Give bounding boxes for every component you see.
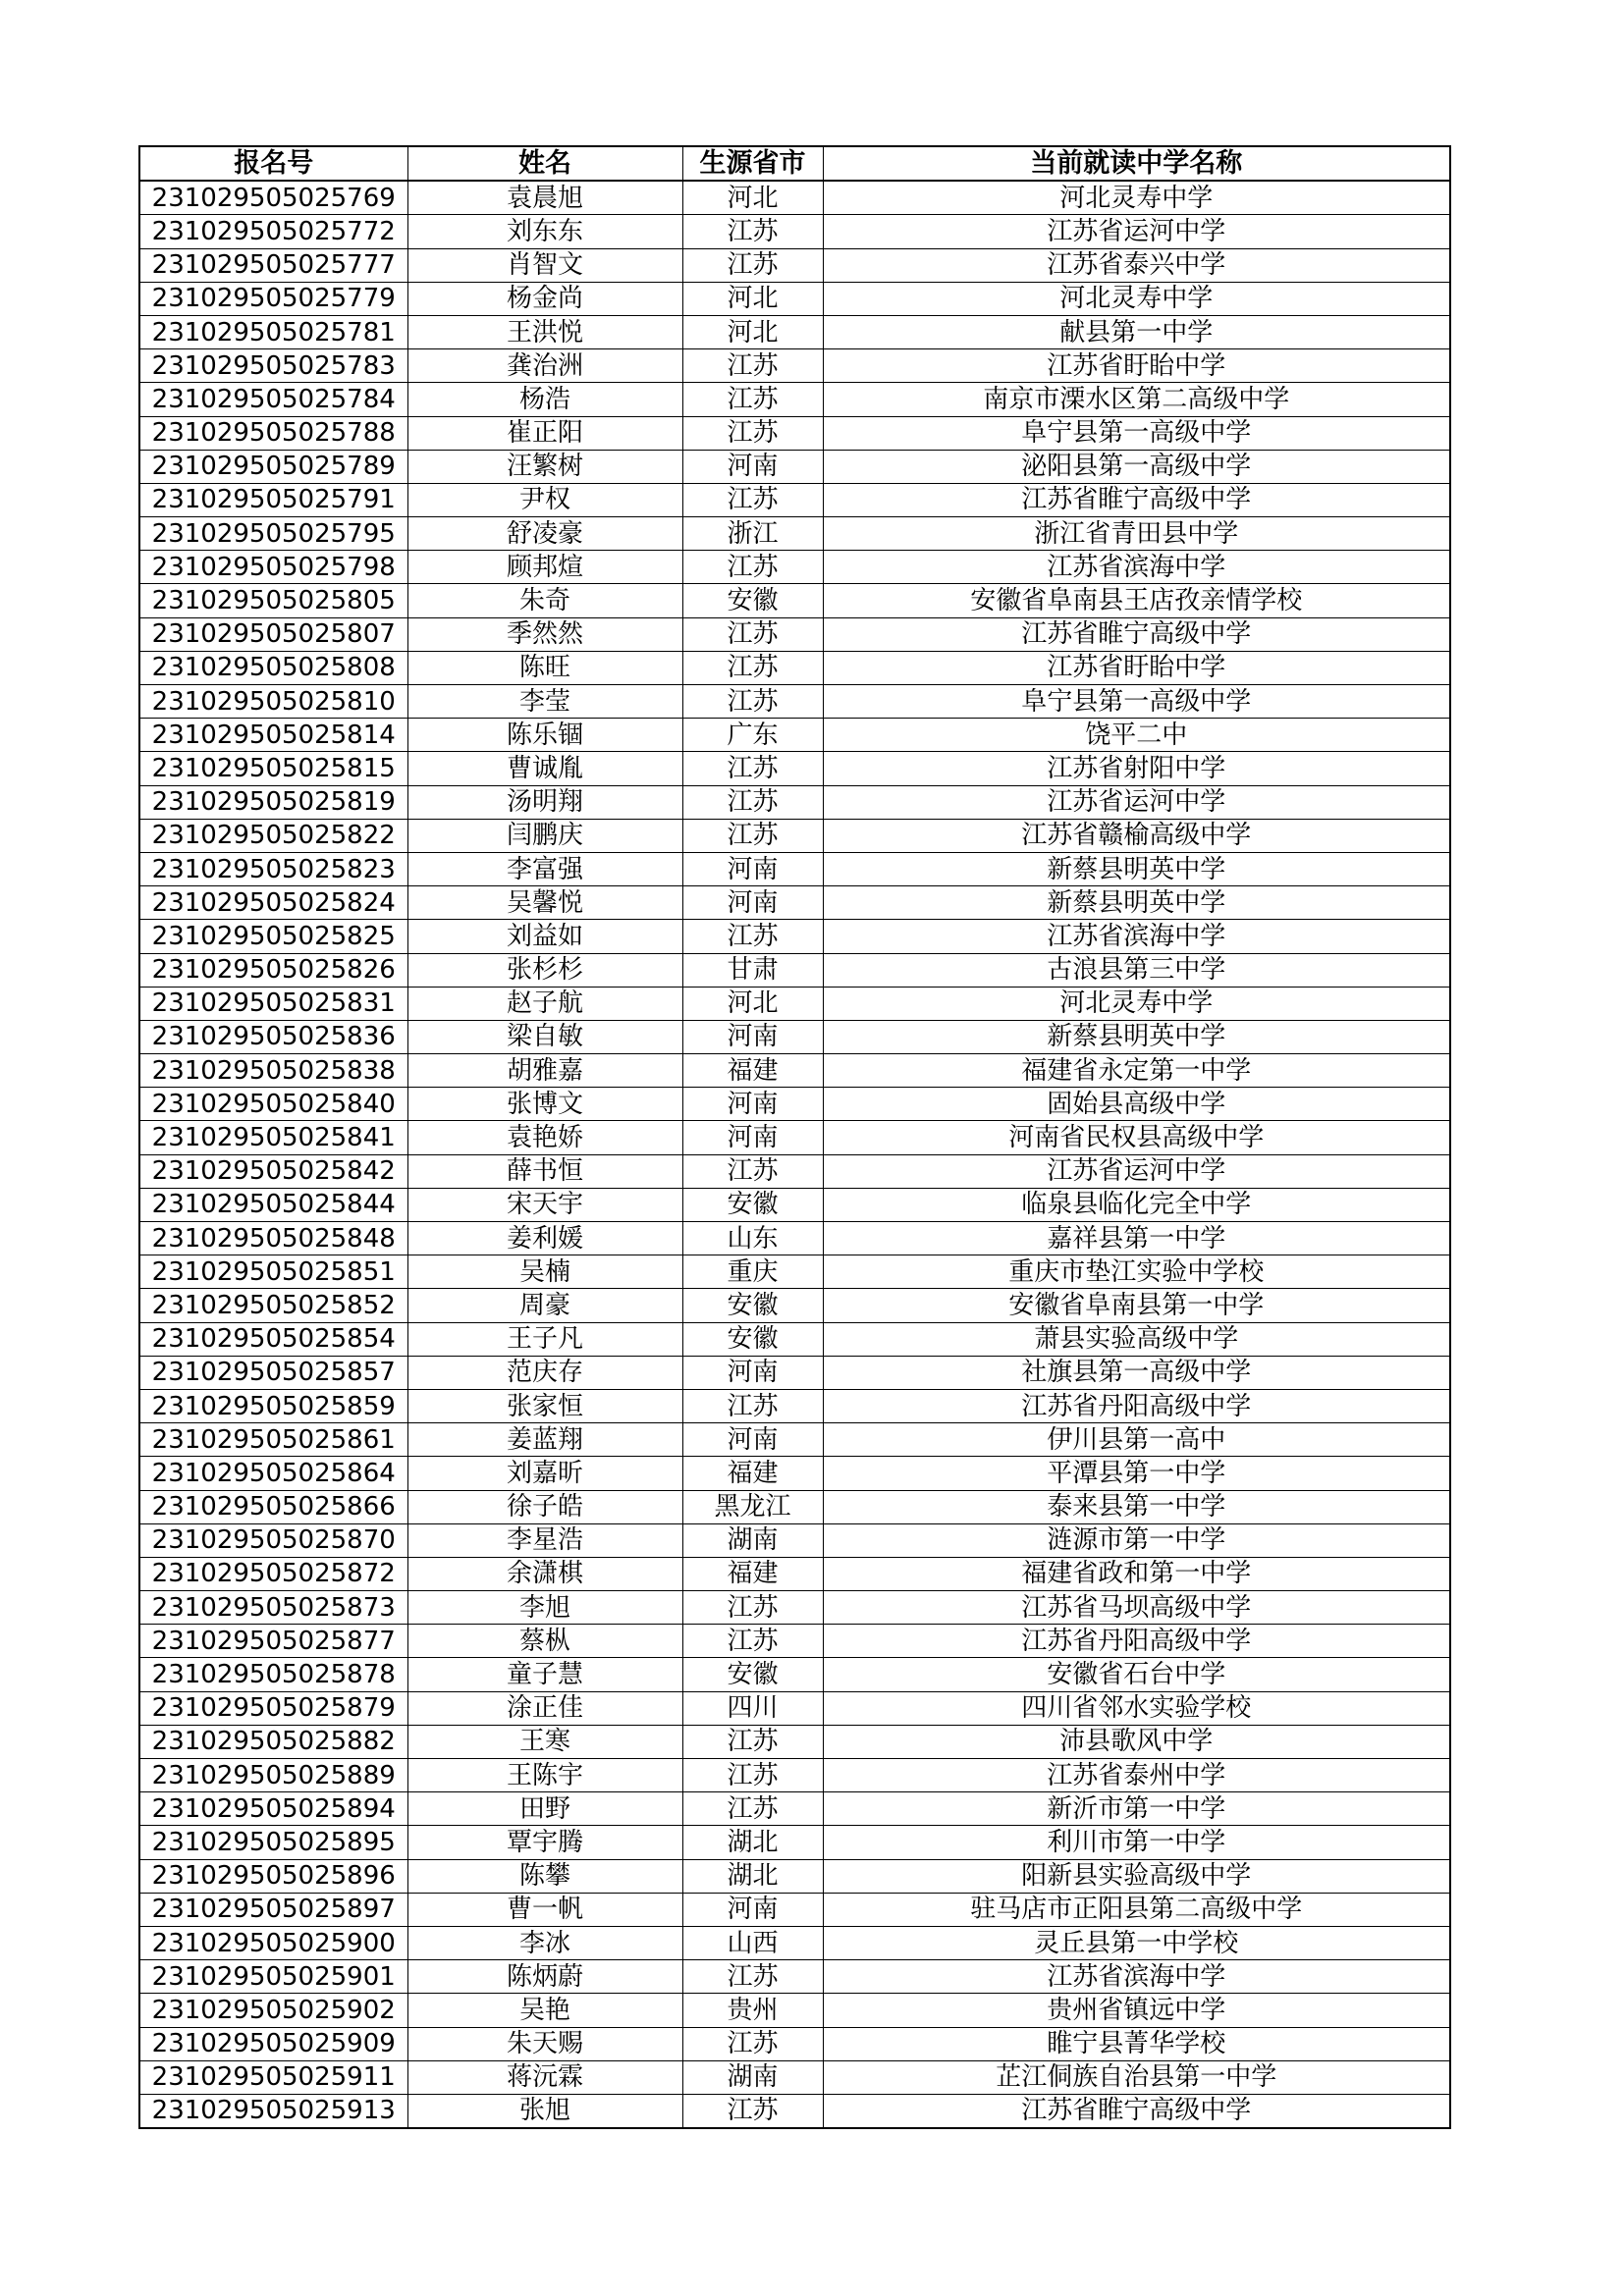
cell-registration-number: 231029505025854 — [139, 1322, 407, 1356]
cell-registration-number: 231029505025831 — [139, 987, 407, 1020]
cell-school: 固始县高级中学 — [823, 1088, 1450, 1121]
cell-school: 江苏省滨海中学 — [823, 1960, 1450, 1994]
table-row — [139, 584, 1450, 617]
cell-province: 福建 — [682, 1557, 823, 1590]
cell-province: 湖南 — [682, 2060, 823, 2094]
table-row — [139, 1691, 1450, 1725]
cell-name: 蔡枞 — [407, 1625, 682, 1658]
cell-school: 临泉县临化完全中学 — [823, 1188, 1450, 1221]
cell-province: 江苏 — [682, 1154, 823, 1188]
cell-name: 龚治洲 — [407, 349, 682, 383]
cell-registration-number: 231029505025844 — [139, 1188, 407, 1221]
cell-province: 安徽 — [682, 1322, 823, 1356]
cell-province: 湖北 — [682, 1859, 823, 1893]
cell-province: 江苏 — [682, 1389, 823, 1422]
cell-province: 山东 — [682, 1222, 823, 1255]
cell-name: 肖智文 — [407, 248, 682, 282]
cell-registration-number: 231029505025852 — [139, 1289, 407, 1322]
cell-province: 江苏 — [682, 551, 823, 584]
cell-province: 江苏 — [682, 248, 823, 282]
cell-name: 杨金尚 — [407, 282, 682, 315]
cell-school: 沛县歌风中学 — [823, 1725, 1450, 1758]
cell-province: 江苏 — [682, 651, 823, 684]
cell-registration-number: 231029505025789 — [139, 450, 407, 483]
cell-school: 重庆市垫江实验中学校 — [823, 1255, 1450, 1289]
table-row — [139, 1893, 1450, 1926]
admission-sheet — [138, 145, 1449, 2129]
cell-school: 浙江省青田县中学 — [823, 517, 1450, 551]
cell-registration-number: 231029505025777 — [139, 248, 407, 282]
cell-registration-number: 231029505025861 — [139, 1423, 407, 1457]
table-row — [139, 1759, 1450, 1792]
cell-name: 田野 — [407, 1792, 682, 1826]
table-row — [139, 181, 1450, 215]
table-row — [139, 383, 1450, 416]
cell-name: 胡雅嘉 — [407, 1054, 682, 1088]
cell-registration-number: 231029505025769 — [139, 181, 407, 215]
table-row — [139, 2027, 1450, 2060]
cell-province: 江苏 — [682, 1792, 823, 1826]
cell-registration-number: 231029505025841 — [139, 1121, 407, 1154]
cell-province: 湖北 — [682, 1826, 823, 1859]
cell-name: 刘嘉昕 — [407, 1457, 682, 1490]
cell-registration-number: 231029505025783 — [139, 349, 407, 383]
cell-province: 河南 — [682, 886, 823, 920]
cell-school: 河北灵寿中学 — [823, 282, 1450, 315]
table-row — [139, 1792, 1450, 1826]
cell-school: 安徽省石台中学 — [823, 1658, 1450, 1691]
cell-name: 刘东东 — [407, 215, 682, 248]
cell-school: 新蔡县明英中学 — [823, 852, 1450, 885]
cell-registration-number: 231029505025894 — [139, 1792, 407, 1826]
cell-province: 江苏 — [682, 685, 823, 719]
cell-name: 李莹 — [407, 685, 682, 719]
cell-registration-number: 231029505025866 — [139, 1490, 407, 1523]
cell-school: 社旗县第一高级中学 — [823, 1356, 1450, 1389]
cell-province: 江苏 — [682, 1960, 823, 1994]
cell-registration-number: 231029505025788 — [139, 416, 407, 450]
cell-name: 宋天宇 — [407, 1188, 682, 1221]
cell-name: 王寒 — [407, 1725, 682, 1758]
table-row — [139, 1557, 1450, 1590]
cell-school: 江苏省丹阳高级中学 — [823, 1389, 1450, 1422]
cell-province: 河南 — [682, 1088, 823, 1121]
cell-province: 山西 — [682, 1926, 823, 1959]
cell-province: 江苏 — [682, 2094, 823, 2128]
cell-school: 利川市第一中学 — [823, 1826, 1450, 1859]
cell-registration-number: 231029505025911 — [139, 2060, 407, 2094]
cell-registration-number: 231029505025805 — [139, 584, 407, 617]
cell-school: 河北灵寿中学 — [823, 181, 1450, 215]
cell-name: 吴艳 — [407, 1994, 682, 2027]
cell-registration-number: 231029505025779 — [139, 282, 407, 315]
cell-province: 河南 — [682, 1423, 823, 1457]
cell-school: 江苏省运河中学 — [823, 785, 1450, 819]
cell-registration-number: 231029505025902 — [139, 1994, 407, 2027]
cell-school: 泰来县第一中学 — [823, 1490, 1450, 1523]
cell-name: 朱奇 — [407, 584, 682, 617]
cell-registration-number: 231029505025840 — [139, 1088, 407, 1121]
header-province: 生源省市 — [682, 146, 823, 181]
cell-school: 江苏省睢宁高级中学 — [823, 617, 1450, 651]
cell-province: 安徽 — [682, 584, 823, 617]
table-row — [139, 752, 1450, 785]
cell-registration-number: 231029505025781 — [139, 315, 407, 348]
cell-school: 贵州省镇远中学 — [823, 1994, 1450, 2027]
cell-school: 江苏省射阳中学 — [823, 752, 1450, 785]
cell-province: 江苏 — [682, 1725, 823, 1758]
cell-registration-number: 231029505025897 — [139, 1893, 407, 1926]
cell-registration-number: 231029505025826 — [139, 953, 407, 987]
cell-school: 阜宁县第一高级中学 — [823, 685, 1450, 719]
cell-registration-number: 231029505025825 — [139, 920, 407, 953]
cell-school: 睢宁县菁华学校 — [823, 2027, 1450, 2060]
cell-province: 江苏 — [682, 1625, 823, 1658]
cell-school: 江苏省运河中学 — [823, 215, 1450, 248]
table-row — [139, 2094, 1450, 2128]
cell-name: 吴馨悦 — [407, 886, 682, 920]
cell-school: 江苏省泰兴中学 — [823, 248, 1450, 282]
cell-name: 梁自敏 — [407, 1020, 682, 1053]
cell-name: 童子慧 — [407, 1658, 682, 1691]
cell-province: 江苏 — [682, 617, 823, 651]
cell-name: 顾邦煊 — [407, 551, 682, 584]
cell-school: 古浪县第三中学 — [823, 953, 1450, 987]
cell-province: 江苏 — [682, 483, 823, 516]
cell-name: 蒋沅霖 — [407, 2060, 682, 2094]
cell-registration-number: 231029505025895 — [139, 1826, 407, 1859]
table-row — [139, 1591, 1450, 1625]
table-row — [139, 920, 1450, 953]
cell-registration-number: 231029505025889 — [139, 1759, 407, 1792]
table-row — [139, 1926, 1450, 1959]
table-row — [139, 315, 1450, 348]
table-row — [139, 1054, 1450, 1088]
cell-province: 浙江 — [682, 517, 823, 551]
table-row — [139, 1994, 1450, 2027]
cell-name: 陈炳蔚 — [407, 1960, 682, 1994]
cell-registration-number: 231029505025784 — [139, 383, 407, 416]
cell-registration-number: 231029505025879 — [139, 1691, 407, 1725]
table-row — [139, 1255, 1450, 1289]
cell-province: 江苏 — [682, 383, 823, 416]
table-row — [139, 719, 1450, 752]
cell-name: 曹一帆 — [407, 1893, 682, 1926]
cell-name: 王陈宇 — [407, 1759, 682, 1792]
cell-registration-number: 231029505025823 — [139, 852, 407, 885]
cell-registration-number: 231029505025772 — [139, 215, 407, 248]
cell-province: 湖南 — [682, 1523, 823, 1557]
cell-school: 江苏省睢宁高级中学 — [823, 2094, 1450, 2128]
cell-province: 江苏 — [682, 1759, 823, 1792]
cell-name: 张杉杉 — [407, 953, 682, 987]
cell-province: 河南 — [682, 450, 823, 483]
cell-school: 献县第一中学 — [823, 315, 1450, 348]
cell-name: 朱天赐 — [407, 2027, 682, 2060]
cell-province: 福建 — [682, 1054, 823, 1088]
cell-registration-number: 231029505025842 — [139, 1154, 407, 1188]
cell-school: 江苏省运河中学 — [823, 1154, 1450, 1188]
table-row — [139, 1322, 1450, 1356]
cell-school: 新沂市第一中学 — [823, 1792, 1450, 1826]
cell-name: 周豪 — [407, 1289, 682, 1322]
cell-school: 四川省邻水实验学校 — [823, 1691, 1450, 1725]
cell-name: 余潇棋 — [407, 1557, 682, 1590]
cell-registration-number: 231029505025896 — [139, 1859, 407, 1893]
cell-school: 安徽省阜南县王店孜亲情学校 — [823, 584, 1450, 617]
table-row — [139, 886, 1450, 920]
cell-name: 尹权 — [407, 483, 682, 516]
cell-school: 泌阳县第一高级中学 — [823, 450, 1450, 483]
table-row — [139, 651, 1450, 684]
table-row — [139, 617, 1450, 651]
table-row — [139, 1457, 1450, 1490]
cell-school: 江苏省盱眙中学 — [823, 651, 1450, 684]
table-row — [139, 450, 1450, 483]
cell-school: 嘉祥县第一中学 — [823, 1222, 1450, 1255]
cell-province: 河南 — [682, 1893, 823, 1926]
table-row — [139, 248, 1450, 282]
cell-province: 河南 — [682, 1020, 823, 1053]
cell-school: 芷江侗族自治县第一中学 — [823, 2060, 1450, 2094]
cell-registration-number: 231029505025791 — [139, 483, 407, 516]
cell-school: 河北灵寿中学 — [823, 987, 1450, 1020]
table-row — [139, 953, 1450, 987]
table-row — [139, 819, 1450, 852]
cell-name: 舒凌豪 — [407, 517, 682, 551]
cell-registration-number: 231029505025857 — [139, 1356, 407, 1389]
cell-province: 江苏 — [682, 416, 823, 450]
table-row — [139, 1356, 1450, 1389]
cell-name: 姜蓝翔 — [407, 1423, 682, 1457]
table-row — [139, 1289, 1450, 1322]
table-row — [139, 1020, 1450, 1053]
cell-name: 陈攀 — [407, 1859, 682, 1893]
cell-registration-number: 231029505025824 — [139, 886, 407, 920]
table-row — [139, 349, 1450, 383]
cell-registration-number: 231029505025882 — [139, 1725, 407, 1758]
table-row — [139, 785, 1450, 819]
cell-province: 河北 — [682, 987, 823, 1020]
cell-province: 重庆 — [682, 1255, 823, 1289]
cell-province: 河南 — [682, 852, 823, 885]
header-registration-number: 报名号 — [139, 146, 407, 181]
cell-province: 黑龙江 — [682, 1490, 823, 1523]
cell-school: 江苏省赣榆高级中学 — [823, 819, 1450, 852]
cell-registration-number: 231029505025872 — [139, 1557, 407, 1590]
table-row — [139, 1658, 1450, 1691]
cell-school: 萧县实验高级中学 — [823, 1322, 1450, 1356]
table-row — [139, 1725, 1450, 1758]
cell-school: 江苏省马坝高级中学 — [823, 1591, 1450, 1625]
cell-school: 江苏省泰州中学 — [823, 1759, 1450, 1792]
cell-registration-number: 231029505025859 — [139, 1389, 407, 1422]
table-row — [139, 1423, 1450, 1457]
cell-province: 甘肃 — [682, 953, 823, 987]
cell-name: 李旭 — [407, 1591, 682, 1625]
cell-name: 徐子皓 — [407, 1490, 682, 1523]
cell-name: 刘益如 — [407, 920, 682, 953]
cell-name: 王子凡 — [407, 1322, 682, 1356]
cell-registration-number: 231029505025870 — [139, 1523, 407, 1557]
table-row — [139, 987, 1450, 1020]
cell-school: 福建省永定第一中学 — [823, 1054, 1450, 1088]
cell-province: 江苏 — [682, 920, 823, 953]
cell-province: 江苏 — [682, 2027, 823, 2060]
cell-school: 江苏省丹阳高级中学 — [823, 1625, 1450, 1658]
cell-school: 安徽省阜南县第一中学 — [823, 1289, 1450, 1322]
cell-registration-number: 231029505025810 — [139, 685, 407, 719]
cell-province: 河北 — [682, 181, 823, 215]
cell-registration-number: 231029505025873 — [139, 1591, 407, 1625]
table-row — [139, 1625, 1450, 1658]
cell-province: 江苏 — [682, 752, 823, 785]
table-row — [139, 1188, 1450, 1221]
cell-school: 新蔡县明英中学 — [823, 1020, 1450, 1053]
table-row — [139, 1523, 1450, 1557]
cell-school: 阳新县实验高级中学 — [823, 1859, 1450, 1893]
cell-school: 河南省民权县高级中学 — [823, 1121, 1450, 1154]
cell-name: 杨浩 — [407, 383, 682, 416]
cell-registration-number: 231029505025815 — [139, 752, 407, 785]
cell-name: 季然然 — [407, 617, 682, 651]
cell-registration-number: 231029505025795 — [139, 517, 407, 551]
cell-registration-number: 231029505025864 — [139, 1457, 407, 1490]
cell-name: 李星浩 — [407, 1523, 682, 1557]
cell-school: 涟源市第一中学 — [823, 1523, 1450, 1557]
cell-name: 陈乐锢 — [407, 719, 682, 752]
table-row — [139, 517, 1450, 551]
cell-school: 新蔡县明英中学 — [823, 886, 1450, 920]
cell-registration-number: 231029505025838 — [139, 1054, 407, 1088]
table-row — [139, 215, 1450, 248]
cell-name: 曹诚胤 — [407, 752, 682, 785]
cell-name: 张旭 — [407, 2094, 682, 2128]
cell-registration-number: 231029505025798 — [139, 551, 407, 584]
cell-province: 河北 — [682, 282, 823, 315]
cell-province: 广东 — [682, 719, 823, 752]
cell-school: 福建省政和第一中学 — [823, 1557, 1450, 1590]
cell-school: 平潭县第一中学 — [823, 1457, 1450, 1490]
cell-school: 灵丘县第一中学校 — [823, 1926, 1450, 1959]
cell-name: 崔正阳 — [407, 416, 682, 450]
cell-province: 江苏 — [682, 349, 823, 383]
cell-name: 赵子航 — [407, 987, 682, 1020]
cell-name: 李富强 — [407, 852, 682, 885]
table-row — [139, 1960, 1450, 1994]
table-row — [139, 1859, 1450, 1893]
cell-name: 陈旺 — [407, 651, 682, 684]
table-row — [139, 1490, 1450, 1523]
cell-registration-number: 231029505025807 — [139, 617, 407, 651]
cell-registration-number: 231029505025900 — [139, 1926, 407, 1959]
cell-school: 伊川县第一高中 — [823, 1423, 1450, 1457]
cell-province: 江苏 — [682, 785, 823, 819]
cell-name: 汪繁树 — [407, 450, 682, 483]
cell-name: 吴楠 — [407, 1255, 682, 1289]
table-row — [139, 2060, 1450, 2094]
cell-name: 薛书恒 — [407, 1154, 682, 1188]
cell-province: 贵州 — [682, 1994, 823, 2027]
cell-province: 江苏 — [682, 1591, 823, 1625]
cell-province: 四川 — [682, 1691, 823, 1725]
header-school: 当前就读中学名称 — [823, 146, 1450, 181]
cell-name: 袁晨旭 — [407, 181, 682, 215]
cell-school: 江苏省滨海中学 — [823, 551, 1450, 584]
cell-registration-number: 231029505025814 — [139, 719, 407, 752]
cell-name: 袁艳娇 — [407, 1121, 682, 1154]
cell-name: 闫鹏庆 — [407, 819, 682, 852]
cell-name: 王洪悦 — [407, 315, 682, 348]
cell-province: 河南 — [682, 1356, 823, 1389]
table-row — [139, 1222, 1450, 1255]
cell-registration-number: 231029505025877 — [139, 1625, 407, 1658]
cell-province: 江苏 — [682, 819, 823, 852]
table-row — [139, 1826, 1450, 1859]
table-row — [139, 551, 1450, 584]
cell-name: 覃宇腾 — [407, 1826, 682, 1859]
cell-school: 饶平二中 — [823, 719, 1450, 752]
header-row — [139, 146, 1450, 181]
cell-registration-number: 231029505025836 — [139, 1020, 407, 1053]
cell-registration-number: 231029505025808 — [139, 651, 407, 684]
table-row — [139, 416, 1450, 450]
table-row — [139, 852, 1450, 885]
cell-registration-number: 231029505025822 — [139, 819, 407, 852]
cell-registration-number: 231029505025909 — [139, 2027, 407, 2060]
table-row — [139, 685, 1450, 719]
table-row — [139, 1154, 1450, 1188]
cell-province: 河北 — [682, 315, 823, 348]
cell-name: 李冰 — [407, 1926, 682, 1959]
cell-province: 安徽 — [682, 1289, 823, 1322]
cell-province: 河南 — [682, 1121, 823, 1154]
cell-province: 福建 — [682, 1457, 823, 1490]
cell-school: 阜宁县第一高级中学 — [823, 416, 1450, 450]
header-name: 姓名 — [407, 146, 682, 181]
cell-school: 驻马店市正阳县第二高级中学 — [823, 1893, 1450, 1926]
cell-name: 姜利媛 — [407, 1222, 682, 1255]
cell-province: 江苏 — [682, 215, 823, 248]
cell-registration-number: 231029505025851 — [139, 1255, 407, 1289]
cell-name: 张家恒 — [407, 1389, 682, 1422]
cell-school: 江苏省睢宁高级中学 — [823, 483, 1450, 516]
cell-registration-number: 231029505025819 — [139, 785, 407, 819]
cell-registration-number: 231029505025848 — [139, 1222, 407, 1255]
student-table — [138, 145, 1451, 2129]
table-row — [139, 1121, 1450, 1154]
cell-school: 江苏省盱眙中学 — [823, 349, 1450, 383]
cell-registration-number: 231029505025913 — [139, 2094, 407, 2128]
cell-school: 南京市溧水区第二高级中学 — [823, 383, 1450, 416]
table-row — [139, 282, 1450, 315]
cell-name: 范庆存 — [407, 1356, 682, 1389]
cell-registration-number: 231029505025878 — [139, 1658, 407, 1691]
table-row — [139, 483, 1450, 516]
cell-name: 张博文 — [407, 1088, 682, 1121]
cell-name: 汤明翔 — [407, 785, 682, 819]
cell-province: 安徽 — [682, 1658, 823, 1691]
cell-province: 安徽 — [682, 1188, 823, 1221]
cell-registration-number: 231029505025901 — [139, 1960, 407, 1994]
cell-school: 江苏省滨海中学 — [823, 920, 1450, 953]
table-row — [139, 1088, 1450, 1121]
cell-name: 涂正佳 — [407, 1691, 682, 1725]
table-body — [139, 181, 1450, 2128]
table-row — [139, 1389, 1450, 1422]
